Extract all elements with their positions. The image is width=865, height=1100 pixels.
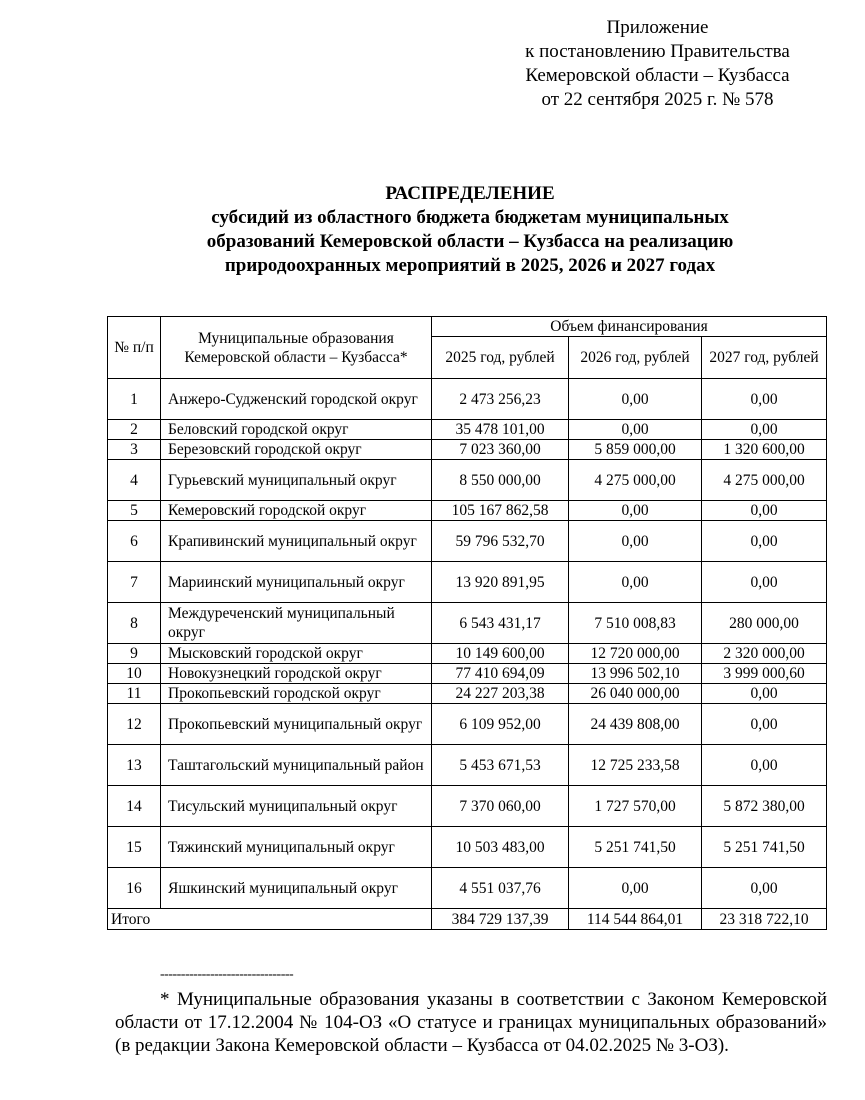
row-2026-value: 0,00 bbox=[569, 868, 702, 909]
row-municipality: Прокопьевский муниципальный округ bbox=[161, 704, 432, 745]
row-2027-value: 0,00 bbox=[702, 684, 827, 704]
annex-line: к постановлению Правительства bbox=[525, 41, 790, 62]
row-2026-value: 1 727 570,00 bbox=[569, 786, 702, 827]
row-2026-value: 0,00 bbox=[569, 420, 702, 440]
total-2027: 23 318 722,10 bbox=[702, 909, 827, 930]
row-municipality: Крапивинский муниципальный округ bbox=[161, 521, 432, 562]
annex-line: Кемеровской области – Кузбасса bbox=[525, 65, 790, 86]
table-row bbox=[108, 562, 827, 603]
row-2027-value: 280 000,00 bbox=[702, 603, 827, 644]
row-municipality: Беловский городской округ bbox=[161, 420, 432, 440]
row-2026-value: 0,00 bbox=[569, 562, 702, 603]
header-municipality: Муниципальные образования Кемеровской области – Кузбасса* bbox=[161, 317, 432, 379]
row-municipality: Яшкинский муниципальный округ bbox=[161, 868, 432, 909]
table-row bbox=[108, 745, 827, 786]
row-municipality: Березовский городской округ bbox=[161, 440, 432, 460]
title-line: образований Кемеровской области – Кузбасса на реализацию bbox=[206, 231, 734, 252]
row-2025-value: 6 109 952,00 bbox=[432, 704, 569, 745]
row-municipality: Анжеро-Судженский городской округ bbox=[161, 379, 432, 420]
row-2026-value: 12 720 000,00 bbox=[569, 644, 702, 664]
table-row bbox=[108, 521, 827, 562]
row-number: 13 bbox=[108, 745, 161, 786]
row-2025-value: 13 920 891,95 bbox=[432, 562, 569, 603]
table-row bbox=[108, 420, 827, 440]
row-2025-value: 10 149 600,00 bbox=[432, 644, 569, 664]
annex-block bbox=[500, 16, 815, 112]
row-number: 14 bbox=[108, 786, 161, 827]
document-title bbox=[108, 182, 832, 278]
row-number: 6 bbox=[108, 521, 161, 562]
row-municipality: Междуреченский муниципальный округ bbox=[161, 603, 432, 644]
row-2025-value: 2 473 256,23 bbox=[432, 379, 569, 420]
table-row bbox=[108, 603, 827, 644]
row-2025-value: 77 410 694,09 bbox=[432, 664, 569, 684]
row-municipality: Тисульский муниципальный округ bbox=[161, 786, 432, 827]
row-2027-value: 1 320 600,00 bbox=[702, 440, 827, 460]
header-num: № п/п bbox=[108, 317, 161, 379]
row-2025-value: 10 503 483,00 bbox=[432, 827, 569, 868]
title-line: субсидий из областного бюджета бюджетам муниципальных bbox=[211, 207, 729, 228]
table-row bbox=[108, 664, 827, 684]
header-2027: 2027 год, рублей bbox=[702, 337, 827, 379]
row-number: 7 bbox=[108, 562, 161, 603]
title-line: РАСПРЕДЕЛЕНИЕ bbox=[385, 183, 555, 204]
row-2025-value: 7 370 060,00 bbox=[432, 786, 569, 827]
row-2025-value: 35 478 101,00 bbox=[432, 420, 569, 440]
header-funding: Объем финансирования bbox=[432, 317, 827, 337]
row-municipality: Мариинский муниципальный округ bbox=[161, 562, 432, 603]
row-2026-value: 5 251 741,50 bbox=[569, 827, 702, 868]
table-row bbox=[108, 786, 827, 827]
table-row bbox=[108, 379, 827, 420]
row-2025-value: 6 543 431,17 bbox=[432, 603, 569, 644]
row-number: 11 bbox=[108, 684, 161, 704]
table-row bbox=[108, 868, 827, 909]
table-row bbox=[108, 827, 827, 868]
row-2025-value: 24 227 203,38 bbox=[432, 684, 569, 704]
row-2026-value: 13 996 502,10 bbox=[569, 664, 702, 684]
footnote-text: * Муниципальные образования указаны в соответствии с Законом Кемеровской области от 17.12.2004 № 104-ОЗ «О статусе и границах муниципальных образований» (в редакции Закона Кемеровской области – Кузбасса от 04.02.2025 № 3-ОЗ). bbox=[115, 989, 827, 1056]
row-2027-value: 3 999 000,60 bbox=[702, 664, 827, 684]
row-2025-value: 59 796 532,70 bbox=[432, 521, 569, 562]
annex-line: от 22 сентября 2025 г. № 578 bbox=[541, 89, 774, 110]
table-row bbox=[108, 440, 827, 460]
row-2027-value: 5 872 380,00 bbox=[702, 786, 827, 827]
total-row bbox=[108, 909, 827, 930]
row-2027-value: 0,00 bbox=[702, 868, 827, 909]
row-number: 8 bbox=[108, 603, 161, 644]
row-number: 10 bbox=[108, 664, 161, 684]
header-2026: 2026 год, рублей bbox=[569, 337, 702, 379]
row-municipality: Прокопьевский городской округ bbox=[161, 684, 432, 704]
table-row bbox=[108, 460, 827, 501]
row-2026-value: 7 510 008,83 bbox=[569, 603, 702, 644]
title-line: природоохранных мероприятий в 2025, 2026 и 2027 годах bbox=[224, 255, 716, 276]
row-municipality: Гурьевский муниципальный округ bbox=[161, 460, 432, 501]
row-2027-value: 4 275 000,00 bbox=[702, 460, 827, 501]
row-number: 9 bbox=[108, 644, 161, 664]
row-2026-value: 26 040 000,00 bbox=[569, 684, 702, 704]
table-body bbox=[108, 379, 827, 909]
row-number: 3 bbox=[108, 440, 161, 460]
subsidy-table bbox=[107, 316, 827, 930]
row-2026-value: 0,00 bbox=[569, 521, 702, 562]
row-2027-value: 0,00 bbox=[702, 745, 827, 786]
row-2026-value: 4 275 000,00 bbox=[569, 460, 702, 501]
row-municipality: Новокузнецкий городской округ bbox=[161, 664, 432, 684]
row-municipality: Кемеровский городской округ bbox=[161, 501, 432, 521]
row-2026-value: 24 439 808,00 bbox=[569, 704, 702, 745]
table-row bbox=[108, 644, 827, 664]
row-number: 4 bbox=[108, 460, 161, 501]
row-number: 1 bbox=[108, 379, 161, 420]
row-number: 5 bbox=[108, 501, 161, 521]
table-row bbox=[108, 684, 827, 704]
row-2027-value: 0,00 bbox=[702, 562, 827, 603]
row-2026-value: 12 725 233,58 bbox=[569, 745, 702, 786]
row-2026-value: 0,00 bbox=[569, 501, 702, 521]
header-2025: 2025 год, рублей bbox=[432, 337, 569, 379]
row-2027-value: 0,00 bbox=[702, 420, 827, 440]
row-2026-value: 0,00 bbox=[569, 379, 702, 420]
row-municipality: Мысковский городской округ bbox=[161, 644, 432, 664]
total-2025: 384 729 137,39 bbox=[432, 909, 569, 930]
row-2027-value: 0,00 bbox=[702, 379, 827, 420]
total-label: Итого bbox=[108, 909, 432, 930]
row-number: 12 bbox=[108, 704, 161, 745]
row-municipality: Таштагольский муниципальный район bbox=[161, 745, 432, 786]
row-2025-value: 8 550 000,00 bbox=[432, 460, 569, 501]
row-2025-value: 5 453 671,53 bbox=[432, 745, 569, 786]
table-row bbox=[108, 704, 827, 745]
footnote-separator: -------------------------------- bbox=[160, 967, 294, 982]
total-2026: 114 544 864,01 bbox=[569, 909, 702, 930]
row-2025-value: 7 023 360,00 bbox=[432, 440, 569, 460]
table-row bbox=[108, 501, 827, 521]
row-2027-value: 0,00 bbox=[702, 521, 827, 562]
footnote bbox=[115, 988, 827, 1057]
row-2026-value: 5 859 000,00 bbox=[569, 440, 702, 460]
row-2027-value: 0,00 bbox=[702, 501, 827, 521]
row-2027-value: 5 251 741,50 bbox=[702, 827, 827, 868]
row-2027-value: 0,00 bbox=[702, 704, 827, 745]
row-number: 15 bbox=[108, 827, 161, 868]
row-number: 2 bbox=[108, 420, 161, 440]
row-2027-value: 2 320 000,00 bbox=[702, 644, 827, 664]
row-number: 16 bbox=[108, 868, 161, 909]
row-municipality: Тяжинский муниципальный округ bbox=[161, 827, 432, 868]
row-2025-value: 4 551 037,76 bbox=[432, 868, 569, 909]
row-2025-value: 105 167 862,58 bbox=[432, 501, 569, 521]
annex-line: Приложение bbox=[606, 17, 709, 38]
